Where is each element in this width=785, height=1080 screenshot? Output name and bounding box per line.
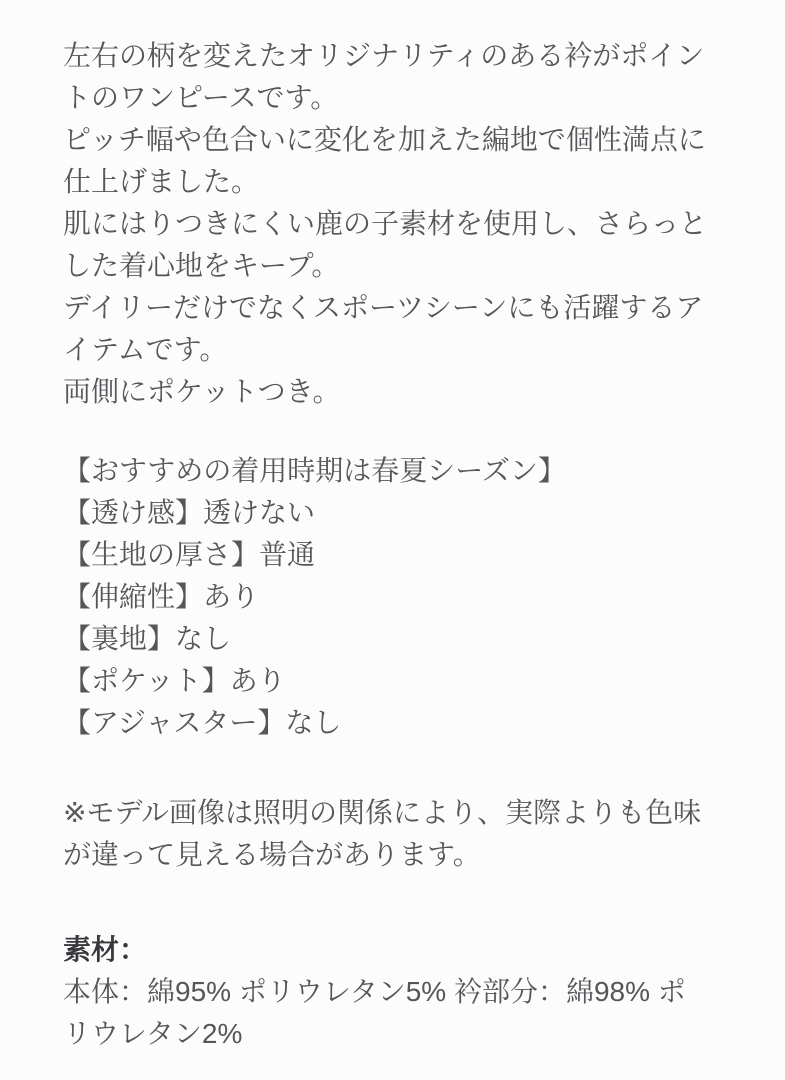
feature-stretch: 【伸縮性】あり	[63, 581, 260, 612]
note-line: ※モデル画像は照明の関係により、実際よりも色味	[63, 797, 702, 828]
intro-line: ピッチ幅や色合いに変化を加えた編地で個性満点に	[63, 124, 706, 155]
intro-line: 左右の柄を変えたオリジナリティのある衿がポイン	[63, 40, 705, 71]
feature-lining: 【裏地】なし	[63, 623, 232, 654]
material-heading: 素材：	[63, 934, 148, 965]
color-disclaimer-note	[63, 792, 753, 876]
intro-line: 仕上げました。	[63, 166, 260, 197]
feature-list	[63, 450, 753, 744]
feature-season: 【おすすめの着用時期は春夏シーズン】	[63, 455, 566, 486]
note-line: が違って見える場合があります。	[63, 839, 481, 870]
feature-adjuster: 【アジャスター】なし	[63, 707, 342, 738]
feature-sheerness: 【透け感】透けない	[63, 497, 316, 528]
material-composition-line: 本体：綿95% ポリウレタン5% 衿部分：綿98% ポ	[63, 976, 686, 1007]
product-description-text	[63, 35, 753, 1055]
intro-line: 肌にはりつきにくい鹿の子素材を使用し、さらっと	[63, 208, 708, 239]
intro-line: トのワンピースです。	[63, 82, 339, 113]
intro-line: デイリーだけでなくスポーツシーンにも活躍するア	[63, 292, 704, 323]
intro-line: 両側にポケットつき。	[63, 376, 341, 407]
feature-pocket: 【ポケット】あり	[63, 665, 286, 696]
material-composition-line: リウレタン2%	[63, 1018, 243, 1049]
intro-line: イテムです。	[63, 334, 228, 365]
material-section	[63, 929, 753, 1055]
feature-fabric-thickness: 【生地の厚さ】普通	[63, 539, 316, 570]
intro-line: した着心地をキープ。	[63, 250, 340, 281]
intro-paragraphs	[63, 35, 753, 413]
